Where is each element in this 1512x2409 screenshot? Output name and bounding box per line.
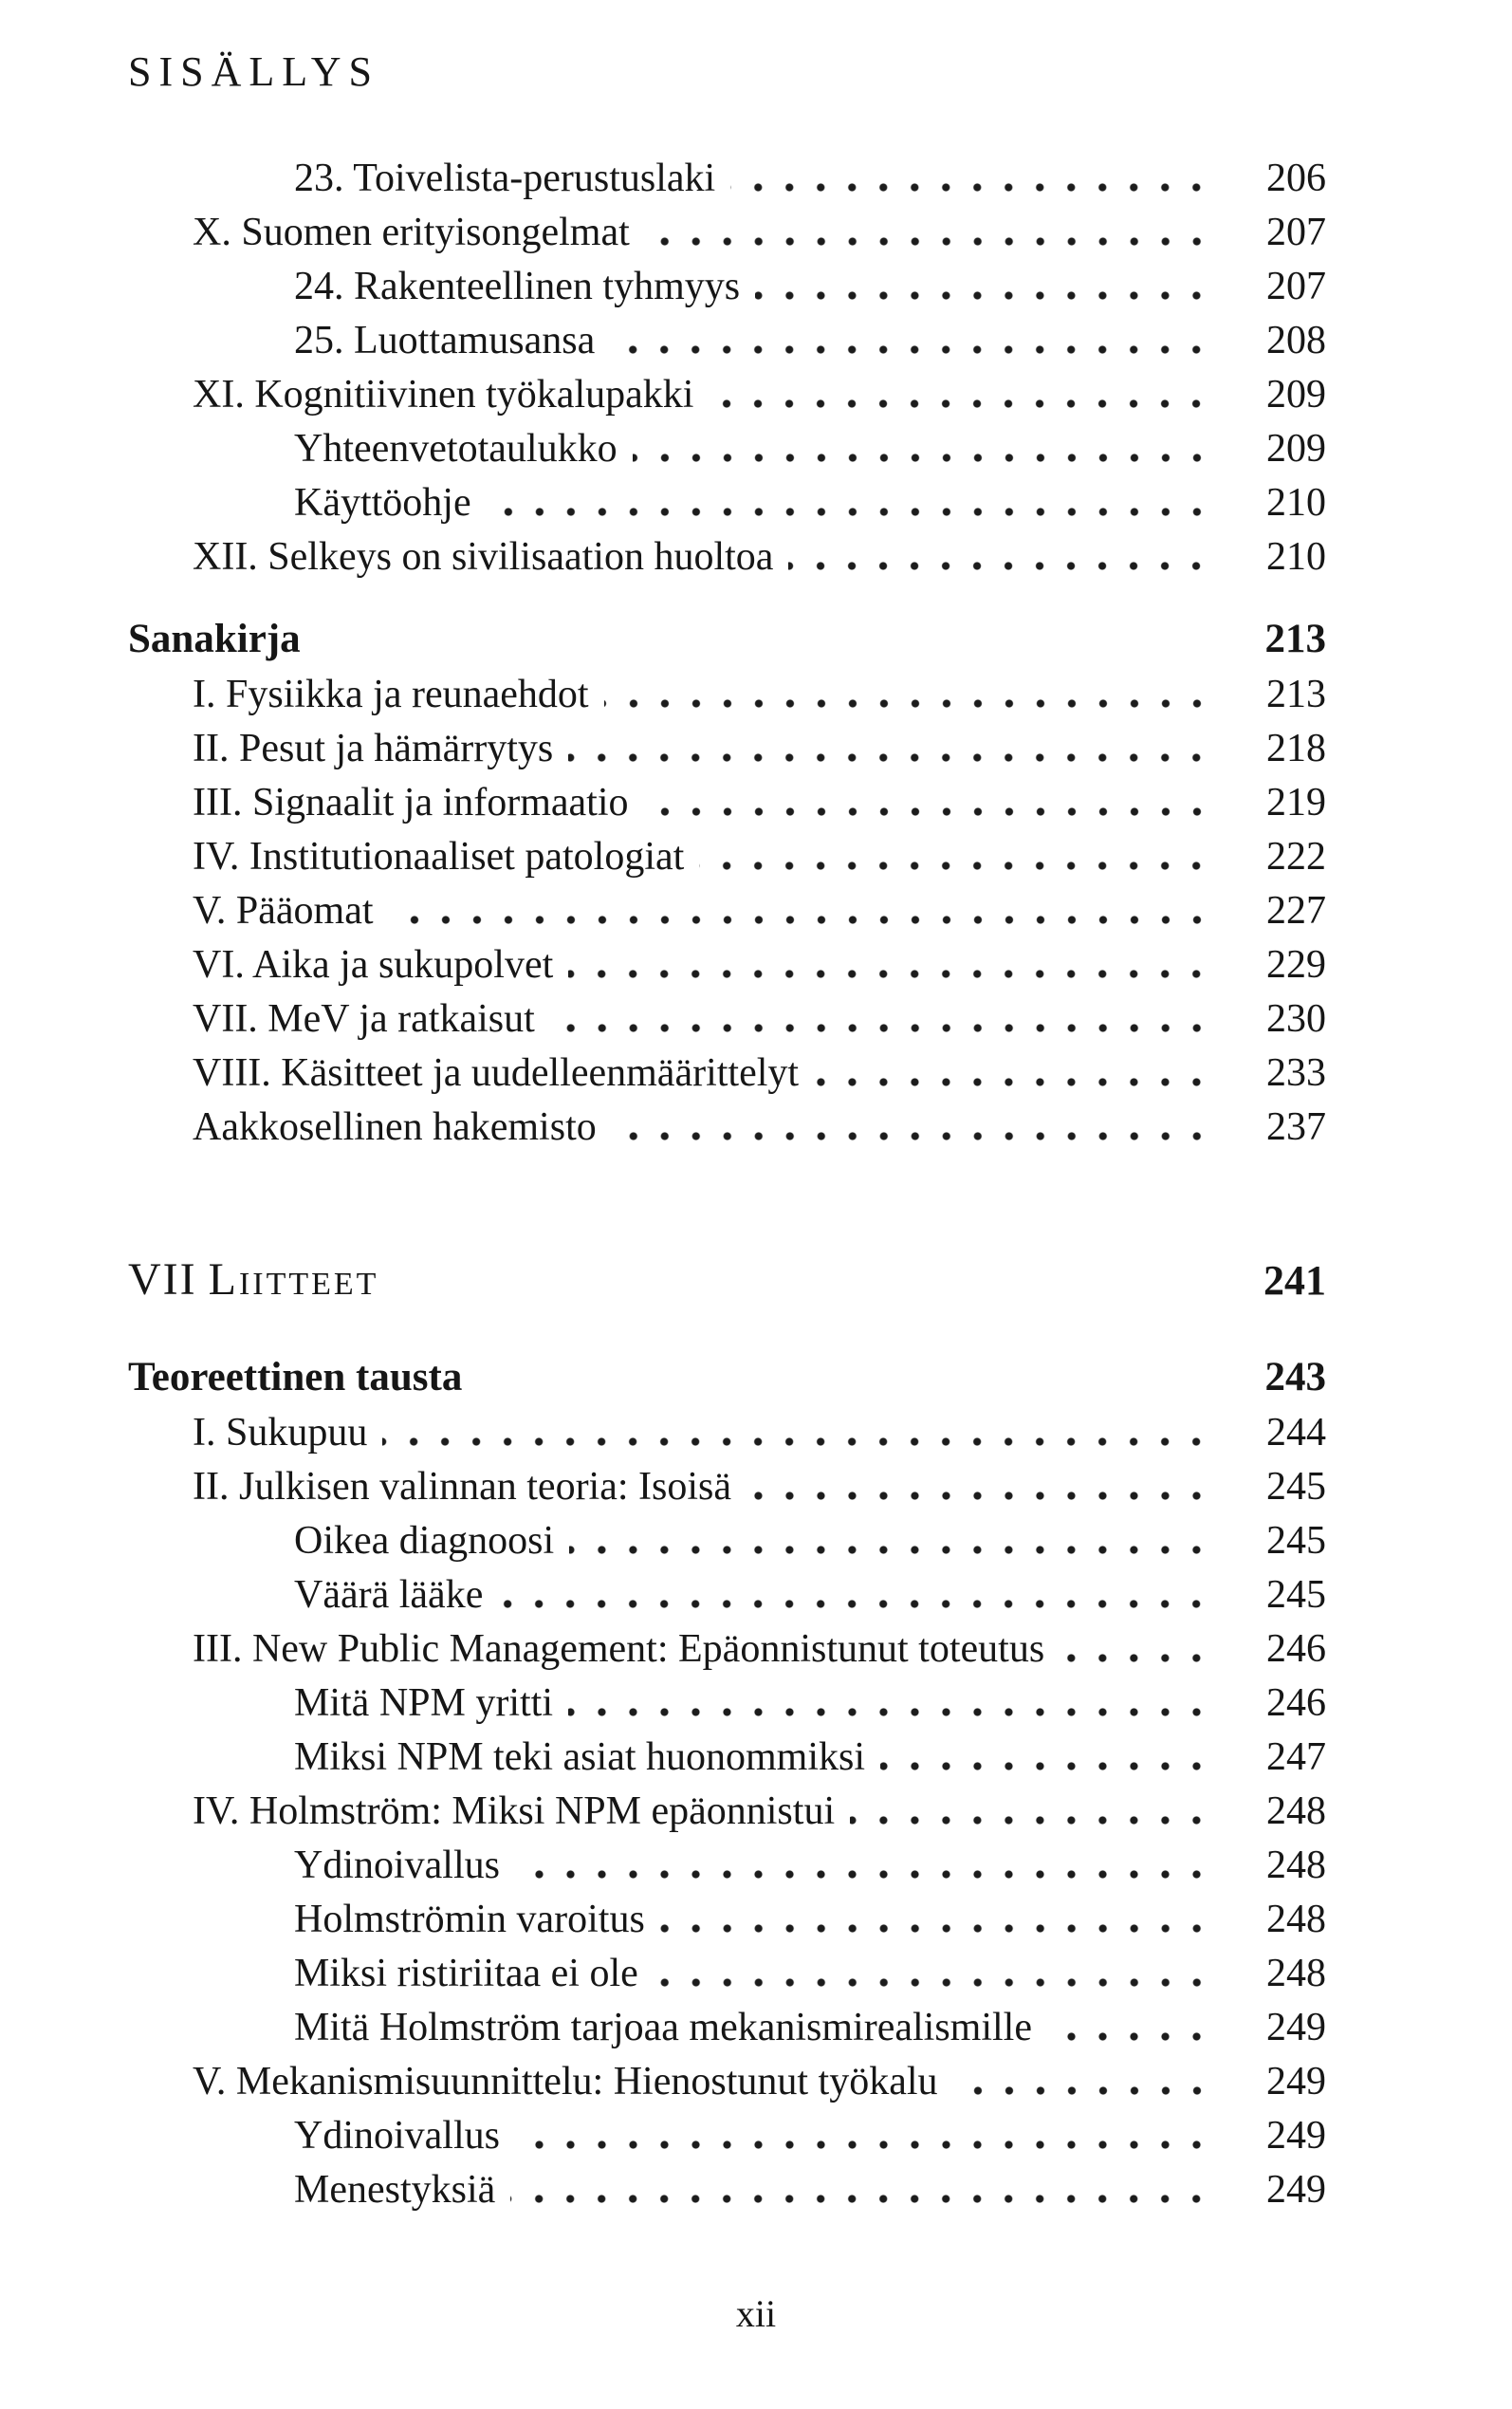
page-number: 248 xyxy=(1266,1952,1326,1995)
dot-leader xyxy=(835,1785,1212,1839)
page-number: 209 xyxy=(1266,427,1326,471)
page-number: 247 xyxy=(1266,1735,1326,1779)
page-number: 249 xyxy=(1266,2060,1326,2103)
part-number: VII xyxy=(128,1254,197,1305)
toc-entry[interactable] xyxy=(128,1622,1326,1677)
page-number: 245 xyxy=(1266,1465,1326,1509)
dot-leader xyxy=(500,2109,1212,2163)
dot-leader xyxy=(629,776,1212,830)
entry-label: 24. Rakenteellinen tyhmyys xyxy=(294,265,741,308)
toc-entry[interactable] xyxy=(128,368,1326,422)
dot-leader xyxy=(553,1677,1212,1731)
entry-label: VI. Aika ja sukupolvet xyxy=(193,943,554,987)
dot-leader xyxy=(597,1101,1212,1155)
page-number: 210 xyxy=(1266,535,1326,579)
page-number: 237 xyxy=(1266,1105,1326,1149)
entry-label: Ydinoivallus xyxy=(294,1844,500,1887)
toc-entry[interactable] xyxy=(128,2055,1326,2109)
toc-entry[interactable] xyxy=(128,1677,1326,1731)
page-number: 213 xyxy=(1264,617,1326,661)
page-number: 248 xyxy=(1266,1898,1326,1941)
toc-entry[interactable] xyxy=(128,260,1326,314)
page-number: 213 xyxy=(1266,673,1326,716)
toc-entry[interactable] xyxy=(128,938,1326,992)
dot-leader xyxy=(367,1406,1212,1460)
toc-entry[interactable] xyxy=(128,1514,1326,1568)
toc-entry[interactable] xyxy=(128,530,1326,584)
toc-entry[interactable] xyxy=(128,668,1326,722)
entry-label: X. Suomen erityisongelmat xyxy=(193,211,630,254)
toc-entry[interactable] xyxy=(128,1568,1326,1622)
page-number: 249 xyxy=(1266,2114,1326,2158)
toc-chapter-heading-row[interactable] xyxy=(128,611,1326,668)
entry-label: XII. Selkeys on sivilisaation huoltoa xyxy=(193,535,774,579)
page-number: 246 xyxy=(1266,1681,1326,1725)
entry-label: V. Pääomat xyxy=(193,889,374,933)
toc-entry[interactable] xyxy=(128,314,1326,368)
page-number: 207 xyxy=(1266,211,1326,254)
entry-label: Mitä Holmström tarjoaa mekanismirealismille xyxy=(294,2006,1032,2049)
dot-leader xyxy=(553,938,1212,992)
page-number: 227 xyxy=(1266,889,1326,933)
dot-leader xyxy=(865,1731,1212,1785)
toc-entry[interactable] xyxy=(128,1406,1326,1460)
page-number: 244 xyxy=(1266,1411,1326,1455)
chapter-heading-label: Teoreettinen tausta xyxy=(128,1355,463,1399)
dot-leader xyxy=(799,1047,1212,1101)
entry-label: XI. Kognitiivinen työkalupakki xyxy=(193,373,694,417)
dot-leader xyxy=(645,1893,1212,1947)
toc-entry[interactable] xyxy=(128,1460,1326,1514)
toc-entry[interactable] xyxy=(128,992,1326,1047)
dot-leader xyxy=(535,992,1212,1047)
dot-leader xyxy=(1032,2001,1212,2055)
page-number: 248 xyxy=(1266,1844,1326,1887)
page-number: 207 xyxy=(1266,265,1326,308)
entry-label: VIII. Käsitteet ja uudelleenmäärittelyt xyxy=(193,1051,800,1095)
toc-entry[interactable] xyxy=(128,1101,1326,1155)
part-name: Liitteet xyxy=(208,1254,379,1305)
dot-leader xyxy=(589,668,1212,722)
page-number: 206 xyxy=(1266,157,1326,200)
toc-entry[interactable] xyxy=(128,1893,1326,1947)
entry-label: 25. Luottamusansa xyxy=(294,319,596,362)
entry-label: Yhteenvetotaulukko xyxy=(294,427,618,471)
dot-leader xyxy=(471,476,1212,530)
toc-entry[interactable] xyxy=(128,884,1326,938)
page-number: 243 xyxy=(1264,1355,1326,1399)
dot-leader xyxy=(938,2055,1212,2109)
toc-entry[interactable] xyxy=(128,422,1326,476)
chapter-heading-label: Sanakirja xyxy=(128,617,301,661)
page-number: 245 xyxy=(1266,1573,1326,1617)
page-number: 210 xyxy=(1266,481,1326,525)
page-number: 219 xyxy=(1266,781,1326,825)
toc-chapter-heading-row[interactable] xyxy=(128,1349,1326,1406)
toc-entry[interactable] xyxy=(128,1047,1326,1101)
dot-leader xyxy=(483,1568,1212,1622)
page-number: 248 xyxy=(1266,1789,1326,1833)
entry-label: Miksi NPM teki asiat huonommiksi xyxy=(294,1735,866,1779)
entry-label: II. Julkisen valinnan teoria: Isoisä xyxy=(193,1465,732,1509)
entry-label: IV. Institutionaaliset patologiat xyxy=(193,835,685,879)
dot-leader xyxy=(693,368,1212,422)
table-of-contents xyxy=(128,152,1326,2217)
toc-entry[interactable] xyxy=(128,830,1326,884)
entry-label: II. Pesut ja hämärrytys xyxy=(193,727,554,770)
page-number: 249 xyxy=(1266,2168,1326,2212)
page-number-footer: xii xyxy=(735,2292,777,2335)
dot-leader xyxy=(500,1839,1212,1893)
toc-entry[interactable] xyxy=(128,2163,1326,2217)
dot-leader xyxy=(684,830,1212,884)
entry-label: Holmströmin varoitus xyxy=(294,1898,645,1941)
dot-leader xyxy=(618,422,1212,476)
page-number: 208 xyxy=(1266,319,1326,362)
entry-label: I. Fysiikka ja reunaehdot xyxy=(193,673,589,716)
toc-entry[interactable] xyxy=(128,1731,1326,1785)
dot-leader xyxy=(638,1947,1212,2001)
page-number: 245 xyxy=(1266,1519,1326,1563)
dot-leader xyxy=(740,260,1212,314)
dot-leader xyxy=(595,314,1212,368)
dot-leader xyxy=(553,722,1212,776)
page-number: 218 xyxy=(1266,727,1326,770)
toc-entry[interactable] xyxy=(128,722,1326,776)
entry-label: IV. Holmström: Miksi NPM epäonnistui xyxy=(193,1789,836,1833)
dot-leader xyxy=(374,884,1212,938)
entry-label: Oikea diagnoosi xyxy=(294,1519,555,1563)
dot-leader xyxy=(1044,1622,1212,1677)
toc-entry[interactable] xyxy=(128,476,1326,530)
entry-label: Ydinoivallus xyxy=(294,2114,500,2158)
entry-label: Menestyksiä xyxy=(294,2168,496,2212)
entry-label: Aakkosellinen hakemisto xyxy=(193,1105,597,1149)
entry-label: VII. MeV ja ratkaisut xyxy=(193,997,535,1041)
page-number: 222 xyxy=(1266,835,1326,879)
page-number: 209 xyxy=(1266,373,1326,417)
dot-leader xyxy=(715,152,1212,206)
entry-label: Mitä NPM yritti xyxy=(294,1681,554,1725)
entry-label: Miksi ristiriitaa ei ole xyxy=(294,1952,638,1995)
toc-entry[interactable] xyxy=(128,2109,1326,2163)
page-number: 246 xyxy=(1266,1627,1326,1671)
dot-leader xyxy=(554,1514,1212,1568)
page-number: 249 xyxy=(1266,2006,1326,2049)
page-number: 233 xyxy=(1266,1051,1326,1095)
page-number: 229 xyxy=(1266,943,1326,987)
toc-entry[interactable] xyxy=(128,776,1326,830)
toc-entry[interactable] xyxy=(128,2001,1326,2055)
dot-leader xyxy=(731,1460,1212,1514)
entry-label: Väärä lääke xyxy=(294,1573,484,1617)
entry-label: I. Sukupuu xyxy=(193,1411,368,1455)
dot-leader xyxy=(630,206,1212,260)
entry-label: III. New Public Management: Epäonnistunut toteutus xyxy=(193,1627,1045,1671)
dot-leader xyxy=(773,530,1212,584)
entry-label: 23. Toivelista-perustuslaki xyxy=(294,157,716,200)
entry-label: V. Mekanismisuunnittelu: Hienostunut työkalu xyxy=(193,2060,938,2103)
toc-part-heading-row[interactable] xyxy=(128,1250,1326,1311)
entry-label: III. Signaalit ja informaatio xyxy=(193,781,629,825)
part-heading-label xyxy=(128,1250,378,1310)
page-number: 241 xyxy=(1263,1257,1326,1304)
dot-leader xyxy=(495,2163,1212,2217)
entry-label: Käyttöohje xyxy=(294,481,471,525)
toc-entry[interactable] xyxy=(128,1839,1326,1893)
toc-entry[interactable] xyxy=(128,1947,1326,2001)
toc-entry[interactable] xyxy=(128,1785,1326,1839)
toc-entry[interactable] xyxy=(128,152,1326,206)
page-number: 230 xyxy=(1266,997,1326,1041)
toc-entry[interactable] xyxy=(128,206,1326,260)
page-title: SISÄLLYS xyxy=(128,48,379,95)
